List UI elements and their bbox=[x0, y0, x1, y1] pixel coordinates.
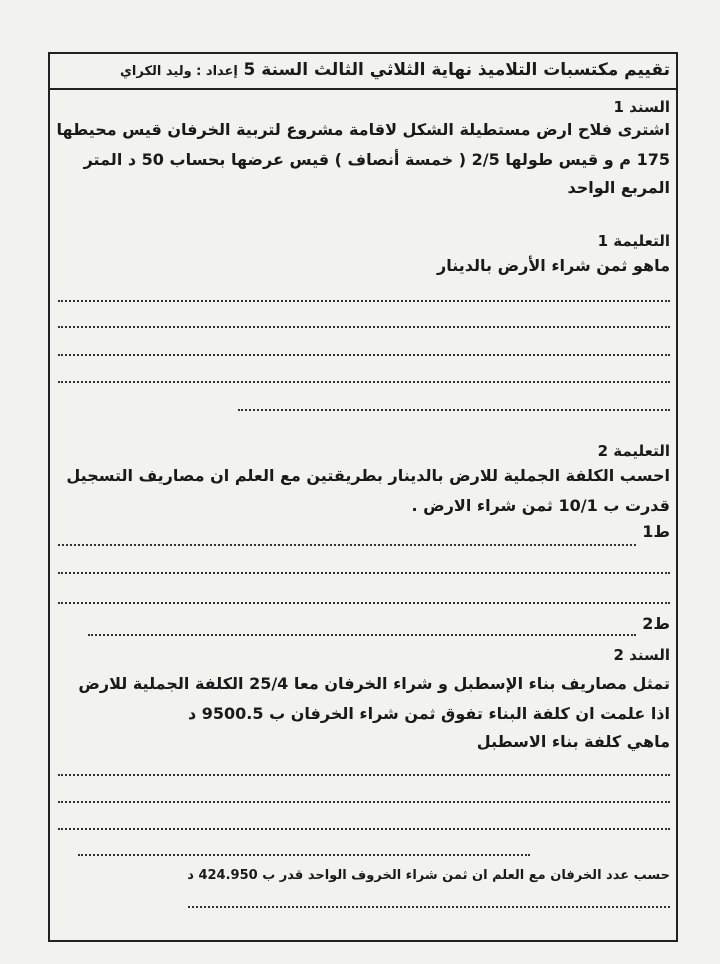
task2-line-1: احسب الكلفة الجملية للارض بالدينار بطريقتين مع العلم ان مصاريف التسجيل bbox=[66, 466, 670, 485]
worksheet-frame bbox=[48, 52, 678, 942]
worksheet-content bbox=[58, 94, 670, 936]
answer-line[interactable] bbox=[58, 326, 670, 328]
task1-heading: التعليمة 1 bbox=[597, 232, 670, 250]
answer-line[interactable] bbox=[58, 828, 670, 830]
answer-line[interactable] bbox=[58, 300, 670, 302]
answer-line[interactable] bbox=[88, 634, 636, 636]
answer-line[interactable] bbox=[58, 801, 670, 803]
task1-question: ماهو ثمن شراء الأرض بالدينار bbox=[437, 256, 670, 275]
sanad2-line-3: ماهي كلفة بناء الاسطبل bbox=[476, 732, 670, 751]
header-bar bbox=[50, 54, 676, 90]
answer-line[interactable] bbox=[238, 409, 670, 411]
sanad2-heading: السند 2 bbox=[613, 646, 670, 664]
sanad1-heading: السند 1 bbox=[613, 98, 670, 116]
answer-line[interactable] bbox=[58, 572, 670, 574]
answer-line[interactable] bbox=[58, 774, 670, 776]
author-label: إعداد : وليد الكراي bbox=[120, 64, 238, 79]
sanad2-line-1: تمثل مصاريف بناء الإسطبل و شراء الخرفان معا 25/4 الكلفة الجملية للارض bbox=[78, 674, 670, 693]
task2-heading: التعليمة 2 bbox=[597, 442, 670, 460]
task2-method1-label: ط1 bbox=[642, 522, 670, 541]
answer-line[interactable] bbox=[58, 381, 670, 383]
answer-line[interactable] bbox=[188, 906, 670, 908]
sanad1-line-2: 175 م و قيس طولها 2/5 ( خمسة أنصاف ) قيس عرضها بحساب 50 د المتر bbox=[83, 150, 670, 169]
answer-line[interactable] bbox=[58, 602, 670, 604]
sanad2-line-2: اذا علمت ان كلفة البناء تفوق ثمن شراء الخرفان ب 9500.5 د bbox=[187, 704, 670, 723]
answer-line[interactable] bbox=[58, 544, 636, 546]
task3-question: حسب عدد الخرفان مع العلم ان ثمن شراء الخروف الواحد قدر ب 424.950 د bbox=[187, 868, 670, 883]
answer-line[interactable] bbox=[58, 354, 670, 356]
page-title: تقييم مكتسبات التلاميذ نهاية الثلاثي الثالث السنة 5 bbox=[243, 60, 670, 80]
sanad1-line-1: اشترى فلاح ارض مستطيلة الشكل لاقامة مشروع لتربية الخرفان قيس محيطها bbox=[56, 120, 670, 139]
answer-line[interactable] bbox=[78, 854, 530, 856]
task2-method2-label: ط2 bbox=[642, 614, 670, 633]
task2-line-2: قدرت ب 10/1 ثمن شراء الارض . bbox=[411, 496, 670, 515]
sanad1-line-3: المربع الواحد bbox=[567, 178, 670, 197]
